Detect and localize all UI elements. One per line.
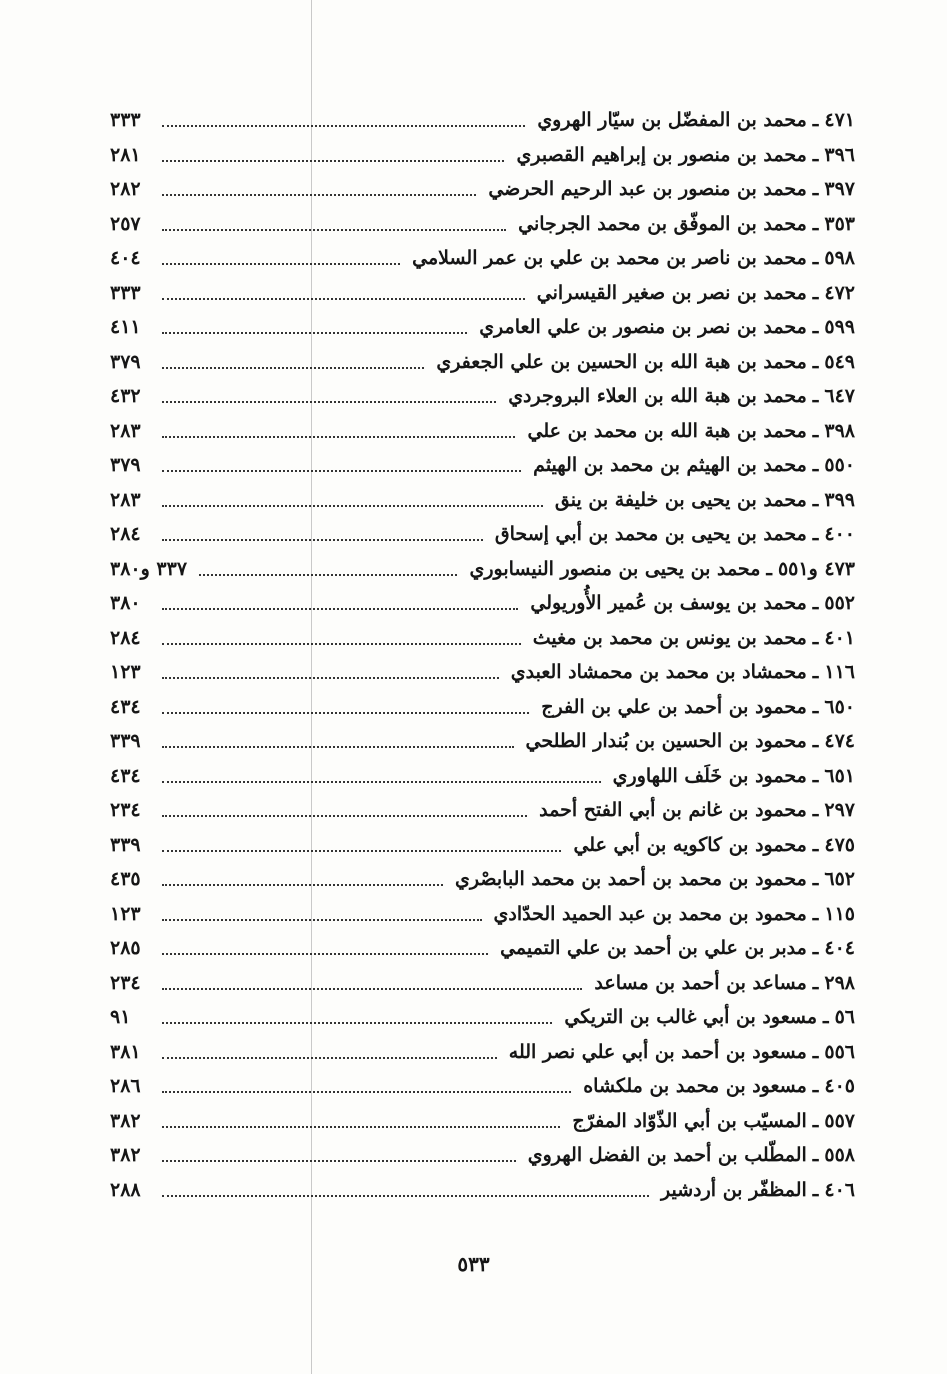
entry-name: المسيّب بن أبي الذّوّاد المفرّج	[572, 1109, 807, 1132]
entry-page-ref: ٣٨٠	[110, 592, 141, 615]
entry-name: محمد بن المفضّل بن سيّار الهروي	[537, 109, 807, 132]
dot-leader	[162, 1126, 560, 1128]
index-entry	[110, 1104, 855, 1139]
entry-page-ref: ٢٣٤	[110, 799, 141, 822]
index-entry	[110, 379, 855, 414]
entry-page-ref: ٢٥٧	[110, 212, 141, 235]
entry-separator: ـ	[812, 592, 819, 615]
index-entry	[110, 310, 855, 345]
entry-separator: ـ	[812, 764, 819, 787]
entry-separator: ـ	[812, 178, 819, 201]
entry-separator: ـ	[812, 350, 819, 373]
entry-name: محمد بن هبة الله بن العلاء البروجردي	[508, 385, 807, 408]
entry-separator: ـ	[812, 385, 819, 408]
entry-separator: ـ	[812, 109, 819, 132]
entry-number: ٥٥٨	[824, 1144, 855, 1167]
index-entry	[110, 1173, 855, 1208]
index-entry	[110, 759, 855, 794]
entry-separator: ـ	[812, 695, 819, 718]
entry-name: مسعود بن محمد بن ملكشاه	[583, 1075, 807, 1098]
entry-number: ٣٥٣	[824, 212, 855, 235]
dot-leader	[162, 712, 529, 714]
entry-separator: ـ	[812, 1040, 819, 1063]
entry-name: محمد بن منصور بن عبد الرحيم الحرضي	[488, 178, 807, 201]
dot-leader	[162, 608, 518, 610]
entry-page-ref: ٤٠٤	[110, 247, 141, 270]
entry-name: محمد بن الهيثم بن محمد بن الهيثم	[533, 454, 807, 477]
entry-number: ٤٠٥	[824, 1075, 855, 1098]
entry-name: محمد بن نصر بن صغير القيسراني	[536, 281, 807, 304]
entry-page-ref: ١٢٣	[110, 661, 141, 684]
entry-separator: ـ	[812, 1144, 819, 1167]
entry-name: المظفّر بن أردشير	[661, 1178, 807, 1201]
dot-leader	[162, 643, 521, 645]
entry-separator: ـ	[812, 523, 819, 546]
entry-separator: ـ	[812, 833, 819, 856]
index-entry	[110, 828, 855, 863]
dot-leader	[162, 1022, 552, 1024]
entry-page-ref: ٣٧٩	[110, 350, 141, 373]
entry-page-ref: ٤٣٤	[110, 695, 141, 718]
entry-number: ٥٥٢	[824, 592, 855, 615]
dot-leader	[162, 850, 561, 852]
entry-name: محمد بن نصر بن منصور بن علي العامري	[479, 316, 807, 339]
entry-name: محمود بن محمد بن عبد الحميد الحدّادي	[493, 902, 807, 925]
entry-page-ref: ٢٨١	[110, 143, 141, 166]
entry-page-ref: ٢٨٤	[110, 626, 141, 649]
entry-page-ref: ٢٨٥	[110, 937, 141, 960]
entry-number: ٤٧٢	[824, 281, 855, 304]
entry-page-ref: ٤١١	[110, 316, 141, 339]
entry-number: ٤٠٠	[824, 523, 855, 546]
entry-number: ٣٩٦	[824, 143, 855, 166]
entry-separator: ـ	[812, 730, 819, 753]
index-entry	[110, 793, 855, 828]
entry-separator: ـ	[812, 488, 819, 511]
index-entry	[110, 552, 855, 587]
index-entry	[110, 276, 855, 311]
index-list	[110, 103, 855, 1207]
entry-number: ٤٧١	[824, 109, 855, 132]
entry-name: محمد بن منصور بن إبراهيم القصبري	[516, 143, 807, 166]
entry-page-ref: ٢٨٣	[110, 488, 141, 511]
entry-separator: ـ	[812, 902, 819, 925]
entry-page-ref: ٣٣٣	[110, 281, 141, 304]
entry-separator: ـ	[766, 557, 772, 580]
entry-page-ref: ٣٣٩	[110, 730, 141, 753]
entry-page-ref: ٢٨٣	[110, 419, 141, 442]
dot-leader	[162, 436, 515, 438]
entry-number: ٥٦	[834, 1006, 855, 1029]
index-entry	[110, 621, 855, 656]
entry-separator: ـ	[812, 143, 819, 166]
entry-separator: ـ	[812, 247, 819, 270]
index-entry	[110, 1138, 855, 1173]
entry-number: ٣٩٧	[824, 178, 855, 201]
entry-number: ٣٩٨	[824, 419, 855, 442]
index-entry	[110, 448, 855, 483]
entry-name: محمد بن يحيى بن محمد بن أبي إسحاق	[494, 523, 807, 546]
entry-separator: ـ	[812, 868, 819, 891]
entry-separator: ـ	[812, 661, 819, 684]
entry-page-ref: ٣٣٧ و٣٨٠	[110, 557, 188, 580]
dot-leader	[162, 884, 443, 886]
entry-separator: ـ	[812, 454, 819, 477]
entry-number: ٥٩٩	[824, 316, 855, 339]
dot-leader	[162, 1160, 516, 1162]
dot-leader	[162, 160, 504, 162]
entry-name: محمد بن يحيى بن خليفة بن ينق	[554, 488, 807, 511]
dot-leader	[162, 1195, 649, 1197]
index-entry	[110, 241, 855, 276]
entry-name: محمشاد بن محمد بن محمشاد العبدي	[510, 661, 807, 684]
entry-page-ref: ٢٨٦	[110, 1075, 141, 1098]
entry-number: ٤٠٤	[824, 937, 855, 960]
index-entry	[110, 517, 855, 552]
entry-name: محمد بن يحيى بن منصور النيسابوري	[469, 557, 761, 580]
entry-number: ٤٠٦	[824, 1178, 855, 1201]
entry-name: محمود بن أحمد بن علي بن الفرج	[541, 695, 807, 718]
entry-name: المطّلب بن أحمد بن الفضل الهروي	[527, 1144, 807, 1167]
dot-leader	[162, 953, 488, 955]
dot-leader	[162, 401, 496, 403]
entry-page-ref: ٣٨٢	[110, 1144, 141, 1167]
entry-number: ٥٥٧	[824, 1109, 855, 1132]
entry-name: محمد بن ناصر بن محمد بن علي بن عمر السلامي	[412, 247, 807, 270]
entry-page-ref: ٩١	[110, 1006, 131, 1029]
entry-page-ref: ٣٨٢	[110, 1109, 141, 1132]
index-entry	[110, 862, 855, 897]
index-entry	[110, 207, 855, 242]
entry-number: ٤٧٥	[824, 833, 855, 856]
entry-number: ٣٩٩	[824, 488, 855, 511]
entry-name: محمد بن هبة الله بن الحسين بن علي الجعفري	[436, 350, 807, 373]
dot-leader	[162, 815, 527, 817]
index-entry	[110, 414, 855, 449]
entry-page-ref: ٤٣٤	[110, 764, 141, 787]
dot-leader	[162, 367, 424, 369]
entry-name: مسعود بن أحمد بن أبي علي نصر الله	[508, 1040, 807, 1063]
entry-name: مساعد بن أحمد بن مساعد	[594, 971, 807, 994]
entry-separator: ـ	[812, 937, 819, 960]
entry-name: محمود بن خَلَف اللهاوري	[612, 764, 807, 787]
index-entry	[110, 172, 855, 207]
dot-leader	[162, 539, 483, 541]
entry-separator: ـ	[812, 316, 819, 339]
entry-name: مسعود بن أبي غالب بن التريكي	[564, 1006, 817, 1029]
dot-leader	[162, 194, 476, 196]
index-entry	[110, 1035, 855, 1070]
dot-leader	[162, 1057, 497, 1059]
entry-number: ٥٩٨	[824, 247, 855, 270]
entry-number: ٥٤٩	[824, 350, 855, 373]
entry-page-ref: ٣٨١	[110, 1040, 141, 1063]
entry-number: ٤٠١	[824, 626, 855, 649]
entry-separator: ـ	[812, 799, 819, 822]
entry-number: ١١٦	[824, 661, 855, 684]
entry-number: ٤٧٣ و٥٥١	[777, 557, 855, 580]
page-number: ٥٣٣	[457, 1252, 490, 1276]
index-entry	[110, 138, 855, 173]
dot-leader	[162, 298, 525, 300]
index-entry	[110, 966, 855, 1001]
entry-name: محمد بن يوسف بن عُمير الأُوريولي	[530, 592, 807, 615]
entry-page-ref: ٤٣٢	[110, 385, 141, 408]
entry-separator: ـ	[812, 419, 819, 442]
dot-leader	[162, 1091, 571, 1093]
index-entry	[110, 483, 855, 518]
entry-separator: ـ	[812, 971, 819, 994]
dot-leader	[162, 746, 514, 748]
dot-leader	[162, 470, 521, 472]
entry-number: ١١٥	[824, 902, 855, 925]
dot-leader	[162, 263, 400, 265]
index-entry	[110, 103, 855, 138]
entry-number: ٥٥٠	[824, 454, 855, 477]
entry-page-ref: ٢٨٨	[110, 1178, 141, 1201]
entry-name: محمد بن يونس بن محمد بن مغيث	[532, 626, 807, 649]
entry-number: ٥٥٦	[824, 1040, 855, 1063]
entry-separator: ـ	[812, 212, 819, 235]
entry-page-ref: ٣٣٣	[110, 109, 141, 132]
entry-number: ٤٧٤	[824, 730, 855, 753]
entry-name: محمد بن الموفّق بن محمد الجرجاني	[518, 212, 807, 235]
entry-name: محمود بن غانم بن أبي الفتح أحمد	[539, 799, 807, 822]
dot-leader	[162, 125, 525, 127]
index-entry	[110, 345, 855, 380]
entry-name: محمود بن كاكويه بن أبي علي	[573, 833, 807, 856]
entry-page-ref: ٣٣٩	[110, 833, 141, 856]
entry-name: محمد بن هبة الله بن محمد بن علي	[527, 419, 807, 442]
dot-leader	[162, 229, 506, 231]
entry-name: محمود بن محمد بن أحمد بن محمد البابصْري	[455, 868, 807, 891]
index-entry	[110, 724, 855, 759]
entry-page-ref: ٢٨٤	[110, 523, 141, 546]
index-entry	[110, 931, 855, 966]
entry-number: ٢٩٧	[824, 799, 855, 822]
dot-leader	[199, 574, 457, 576]
entry-page-ref: ٣٧٩	[110, 454, 141, 477]
dot-leader	[162, 332, 467, 334]
dot-leader	[162, 677, 499, 679]
dot-leader	[162, 988, 582, 990]
dot-leader	[162, 781, 601, 783]
entry-separator: ـ	[812, 281, 819, 304]
index-entry	[110, 897, 855, 932]
entry-number: ٢٩٨	[824, 971, 855, 994]
dot-leader	[162, 919, 482, 921]
index-entry	[110, 586, 855, 621]
index-entry	[110, 1069, 855, 1104]
index-entry	[110, 1000, 855, 1035]
index-entry	[110, 655, 855, 690]
entry-separator: ـ	[812, 1178, 819, 1201]
entry-number: ٦٥١	[824, 764, 855, 787]
entry-separator: ـ	[812, 626, 819, 649]
entry-number: ٦٥٠	[824, 695, 855, 718]
entry-page-ref: ٤٣٥	[110, 868, 141, 891]
entry-page-ref: ٢٨٢	[110, 178, 141, 201]
entry-number: ٦٥٢	[824, 868, 855, 891]
entry-separator: ـ	[823, 1006, 829, 1029]
entry-separator: ـ	[812, 1109, 819, 1132]
entry-number: ٦٤٧	[824, 385, 855, 408]
entry-name: مدبر بن علي بن أحمد بن علي التميمي	[500, 937, 807, 960]
entry-separator: ـ	[812, 1075, 819, 1098]
entry-page-ref: ١٢٣	[110, 902, 141, 925]
index-entry	[110, 690, 855, 725]
entry-page-ref: ٢٣٤	[110, 971, 141, 994]
entry-name: محمود بن الحسين بن بُندار الطلحي	[525, 730, 807, 753]
dot-leader	[162, 505, 543, 507]
